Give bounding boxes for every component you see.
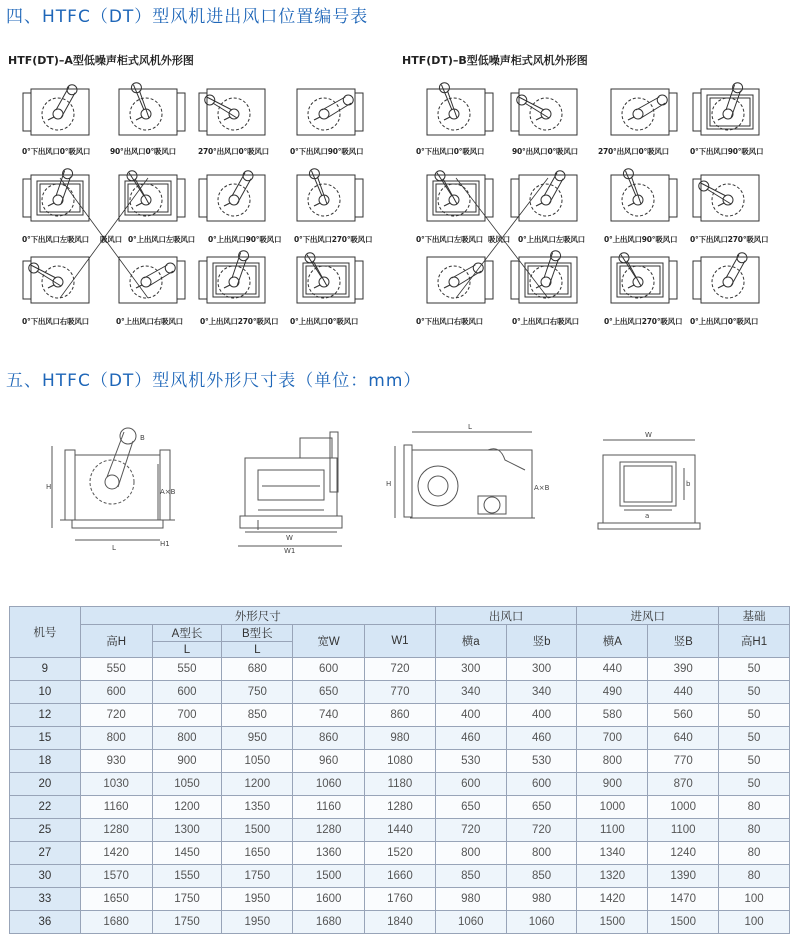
table-row <box>10 911 790 934</box>
table-cell: 1360 <box>293 842 365 865</box>
diagram-caption: 90°出风口0°吸风口 <box>110 147 176 156</box>
table-cell: 720 <box>435 819 506 842</box>
header-width: 宽W <box>293 625 365 658</box>
model-cell: 12 <box>10 704 81 727</box>
table-cell: 850 <box>506 865 577 888</box>
table-cell: 640 <box>648 727 719 750</box>
table-cell: 600 <box>435 773 506 796</box>
table-cell: 490 <box>577 681 648 704</box>
table-cell: 1500 <box>222 819 293 842</box>
table-cell: 900 <box>152 750 222 773</box>
header-b-l: L <box>222 642 293 658</box>
diagram-caption: 0°上出风口左吸风口 <box>128 235 195 244</box>
table-cell: 800 <box>506 842 577 865</box>
table-row <box>10 773 790 796</box>
table-cell: 1340 <box>577 842 648 865</box>
table-cell: 1420 <box>577 888 648 911</box>
table-cell: 1750 <box>152 888 222 911</box>
type-b-title: HTF(DT)–B型低噪声柜式风机外形图 <box>402 54 588 67</box>
table-cell: 1320 <box>577 865 648 888</box>
table-row <box>10 681 790 704</box>
table-cell: 560 <box>648 704 719 727</box>
table-cell: 900 <box>577 773 648 796</box>
table-cell: 700 <box>152 704 222 727</box>
table-cell: 680 <box>222 658 293 681</box>
fig3-axb-label: A×B <box>534 484 550 492</box>
table-cell: 1450 <box>152 842 222 865</box>
table-row <box>10 842 790 865</box>
side-w-label: W <box>286 534 293 542</box>
model-cell: 18 <box>10 750 81 773</box>
table-cell: 1500 <box>577 911 648 934</box>
table-row <box>10 819 790 842</box>
table-cell: 800 <box>435 842 506 865</box>
front-view-drawing <box>52 428 175 540</box>
table-cell: 700 <box>577 727 648 750</box>
table-cell: 600 <box>506 773 577 796</box>
fig4-b-label: b <box>686 480 691 488</box>
fig3-h-label: H <box>386 480 392 488</box>
table-cell: 770 <box>365 681 436 704</box>
table-cell: 390 <box>648 658 719 681</box>
table-cell: 80 <box>719 796 790 819</box>
table-cell: 1280 <box>80 819 152 842</box>
table-cell: 100 <box>719 888 790 911</box>
table-cell: 1950 <box>222 911 293 934</box>
diagram-caption: 0°上出风口左吸风口 <box>518 235 585 244</box>
table-cell: 650 <box>293 681 365 704</box>
table-cell: 1680 <box>80 911 152 934</box>
type-a-title: HTF(DT)–A型低噪声柜式风机外形图 <box>8 54 194 67</box>
fig4-a-label: a <box>645 512 650 520</box>
header-a-l: L <box>152 642 222 658</box>
header-outlet-a: 横a <box>435 625 506 658</box>
table-cell: 1100 <box>648 819 719 842</box>
front-axb-label: A×B <box>160 488 176 496</box>
table-cell: 400 <box>435 704 506 727</box>
table-cell: 1440 <box>365 819 436 842</box>
model-cell: 20 <box>10 773 81 796</box>
table-cell: 1280 <box>365 796 436 819</box>
table-cell: 50 <box>719 773 790 796</box>
table-cell: 980 <box>435 888 506 911</box>
table-cell: 770 <box>648 750 719 773</box>
table-cell: 400 <box>506 704 577 727</box>
diagram-caption: 0°上出风口0°吸风口 <box>290 317 359 326</box>
table-cell: 980 <box>506 888 577 911</box>
diagram-caption: 0°上出风口0°吸风口 <box>690 317 759 326</box>
type-b-view-drawing <box>395 432 535 518</box>
table-cell: 1470 <box>648 888 719 911</box>
header-inlet-a: 横A <box>577 625 648 658</box>
table-cell: 50 <box>719 750 790 773</box>
table-cell: 1300 <box>152 819 222 842</box>
table-cell: 1570 <box>80 865 152 888</box>
table-row <box>10 658 790 681</box>
table-cell: 800 <box>80 727 152 750</box>
table-cell: 800 <box>577 750 648 773</box>
table-cell: 1650 <box>80 888 152 911</box>
table-cell: 980 <box>365 727 436 750</box>
table-cell: 1350 <box>222 796 293 819</box>
diagram-caption: 0°上出风口270°吸风口 <box>604 317 683 326</box>
table-cell: 1050 <box>152 773 222 796</box>
fig3-l-label: L <box>468 423 472 431</box>
diagram-caption: 0°下出风口90°吸风口 <box>690 147 764 156</box>
table-cell: 720 <box>80 704 152 727</box>
table-cell: 1420 <box>80 842 152 865</box>
table-cell: 720 <box>365 658 436 681</box>
table-cell: 740 <box>293 704 365 727</box>
table-cell: 1750 <box>222 865 293 888</box>
table-cell: 870 <box>648 773 719 796</box>
diagram-caption: 0°下出风口270°吸风口 <box>294 235 373 244</box>
table-cell: 600 <box>152 681 222 704</box>
table-cell: 1390 <box>648 865 719 888</box>
table-cell: 960 <box>293 750 365 773</box>
table-cell: 1000 <box>577 796 648 819</box>
diagram-caption: 0°上出风口右吸风口 <box>512 317 579 326</box>
table-cell: 750 <box>222 681 293 704</box>
diagram-caption: 0°下出风口0°吸风口 <box>22 147 91 156</box>
table-cell: 80 <box>719 819 790 842</box>
table-cell: 50 <box>719 681 790 704</box>
table-cell: 50 <box>719 658 790 681</box>
table-cell: 850 <box>222 704 293 727</box>
diagram-caption: 270°出风口0°吸风口 <box>598 147 669 156</box>
header-outer-size: 外形尺寸 <box>80 607 435 625</box>
table-cell: 440 <box>577 658 648 681</box>
table-cell: 1840 <box>365 911 436 934</box>
table-cell: 440 <box>648 681 719 704</box>
front-h1-label: H1 <box>160 540 170 548</box>
table-cell: 930 <box>80 750 152 773</box>
diagram-caption: 0°上出风口90°吸风口 <box>604 235 678 244</box>
table-cell: 1600 <box>293 888 365 911</box>
table-cell: 1750 <box>152 911 222 934</box>
table-cell: 300 <box>506 658 577 681</box>
diagram-caption: 0°上出风口右吸风口 <box>116 317 183 326</box>
header-a-length: A型长 <box>152 625 222 642</box>
table-cell: 860 <box>293 727 365 750</box>
table-row <box>10 888 790 911</box>
side-view-drawing <box>238 432 342 546</box>
table-cell: 100 <box>719 911 790 934</box>
table-cell: 1050 <box>222 750 293 773</box>
table-cell: 80 <box>719 842 790 865</box>
table-cell: 1000 <box>648 796 719 819</box>
table-cell: 1680 <box>293 911 365 934</box>
header-inlet-b: 竖B <box>648 625 719 658</box>
table-cell: 1550 <box>152 865 222 888</box>
model-cell: 25 <box>10 819 81 842</box>
header-w1: W1 <box>365 625 436 658</box>
table-cell: 600 <box>293 658 365 681</box>
front-l-label: L <box>112 544 116 552</box>
section-5-title: 五、HTFC（DT）型风机外形尺寸表（单位：mm） <box>6 371 422 391</box>
table-cell: 1200 <box>222 773 293 796</box>
header-height: 高H <box>80 625 152 658</box>
model-cell: 27 <box>10 842 81 865</box>
table-row <box>10 704 790 727</box>
table-cell: 1200 <box>152 796 222 819</box>
dimension-table <box>9 606 790 934</box>
header-inlet: 进风口 <box>577 607 719 625</box>
front-b-label: B <box>140 434 145 442</box>
table-cell: 1950 <box>222 888 293 911</box>
diagram-caption: 0°下出风口270°吸风口 <box>690 235 769 244</box>
header-h1: 高H1 <box>719 625 790 658</box>
table-cell: 1160 <box>80 796 152 819</box>
table-row <box>10 796 790 819</box>
table-cell: 650 <box>435 796 506 819</box>
table-row <box>10 727 790 750</box>
table-cell: 600 <box>80 681 152 704</box>
diagram-caption: 吸风口 <box>100 235 122 244</box>
model-cell: 36 <box>10 911 81 934</box>
table-cell: 650 <box>506 796 577 819</box>
diagram-caption: 0°下出风口右吸风口 <box>22 317 89 326</box>
table-cell: 720 <box>506 819 577 842</box>
table-cell: 1060 <box>435 911 506 934</box>
table-cell: 340 <box>506 681 577 704</box>
table-cell: 850 <box>435 865 506 888</box>
table-row <box>10 750 790 773</box>
table-cell: 1650 <box>222 842 293 865</box>
front-h-label: H <box>46 483 52 491</box>
table-cell: 1160 <box>293 796 365 819</box>
table-cell: 1240 <box>648 842 719 865</box>
table-cell: 1500 <box>293 865 365 888</box>
header-b-length: B型长 <box>222 625 293 642</box>
table-cell: 1660 <box>365 865 436 888</box>
table-cell: 1280 <box>293 819 365 842</box>
table-row <box>10 865 790 888</box>
section-4-title: 四、HTFC（DT）型风机进出风口位置编号表 <box>6 7 369 27</box>
header-outlet: 出风口 <box>435 607 577 625</box>
table-cell: 860 <box>365 704 436 727</box>
table-cell: 1760 <box>365 888 436 911</box>
side-w1-label: W1 <box>284 547 296 555</box>
table-cell: 340 <box>435 681 506 704</box>
header-model: 机号 <box>10 607 81 658</box>
table-cell: 1520 <box>365 842 436 865</box>
table-cell: 50 <box>719 727 790 750</box>
diagram-caption: 0°上出风口270°吸风口 <box>200 317 279 326</box>
table-cell: 580 <box>577 704 648 727</box>
table-cell: 1060 <box>293 773 365 796</box>
table-cell: 530 <box>506 750 577 773</box>
header-base: 基础 <box>719 607 790 625</box>
diagram-caption: 0°下出风口0°吸风口 <box>416 147 485 156</box>
table-cell: 50 <box>719 704 790 727</box>
diagram-caption: 90°出风口0°吸风口 <box>512 147 578 156</box>
model-cell: 22 <box>10 796 81 819</box>
table-cell: 1080 <box>365 750 436 773</box>
model-cell: 9 <box>10 658 81 681</box>
table-cell: 1100 <box>577 819 648 842</box>
table-cell: 300 <box>435 658 506 681</box>
diagram-caption: 吸风口 <box>488 235 510 244</box>
model-cell: 10 <box>10 681 81 704</box>
fig4-w-label: W <box>645 431 652 439</box>
diagram-caption: 270°出风口0°吸风口 <box>198 147 269 156</box>
table-cell: 460 <box>435 727 506 750</box>
diagram-caption: 0°下出风口左吸风口 <box>22 235 89 244</box>
table-cell: 550 <box>80 658 152 681</box>
model-cell: 33 <box>10 888 81 911</box>
model-cell: 15 <box>10 727 81 750</box>
table-cell: 530 <box>435 750 506 773</box>
model-cell: 30 <box>10 865 81 888</box>
table-cell: 550 <box>152 658 222 681</box>
table-cell: 460 <box>506 727 577 750</box>
table-cell: 1060 <box>506 911 577 934</box>
diagram-caption: 0°下出风口左吸风口 <box>416 235 483 244</box>
header-outlet-b: 竖b <box>506 625 577 658</box>
diagram-caption: 0°下出风口90°吸风口 <box>290 147 364 156</box>
table-cell: 1030 <box>80 773 152 796</box>
table-cell: 950 <box>222 727 293 750</box>
table-cell: 800 <box>152 727 222 750</box>
diagram-caption: 0°下出风口右吸风口 <box>416 317 483 326</box>
table-cell: 80 <box>719 865 790 888</box>
table-cell: 1500 <box>648 911 719 934</box>
diagram-caption: 0°上出风口90°吸风口 <box>208 235 282 244</box>
table-cell: 1180 <box>365 773 436 796</box>
